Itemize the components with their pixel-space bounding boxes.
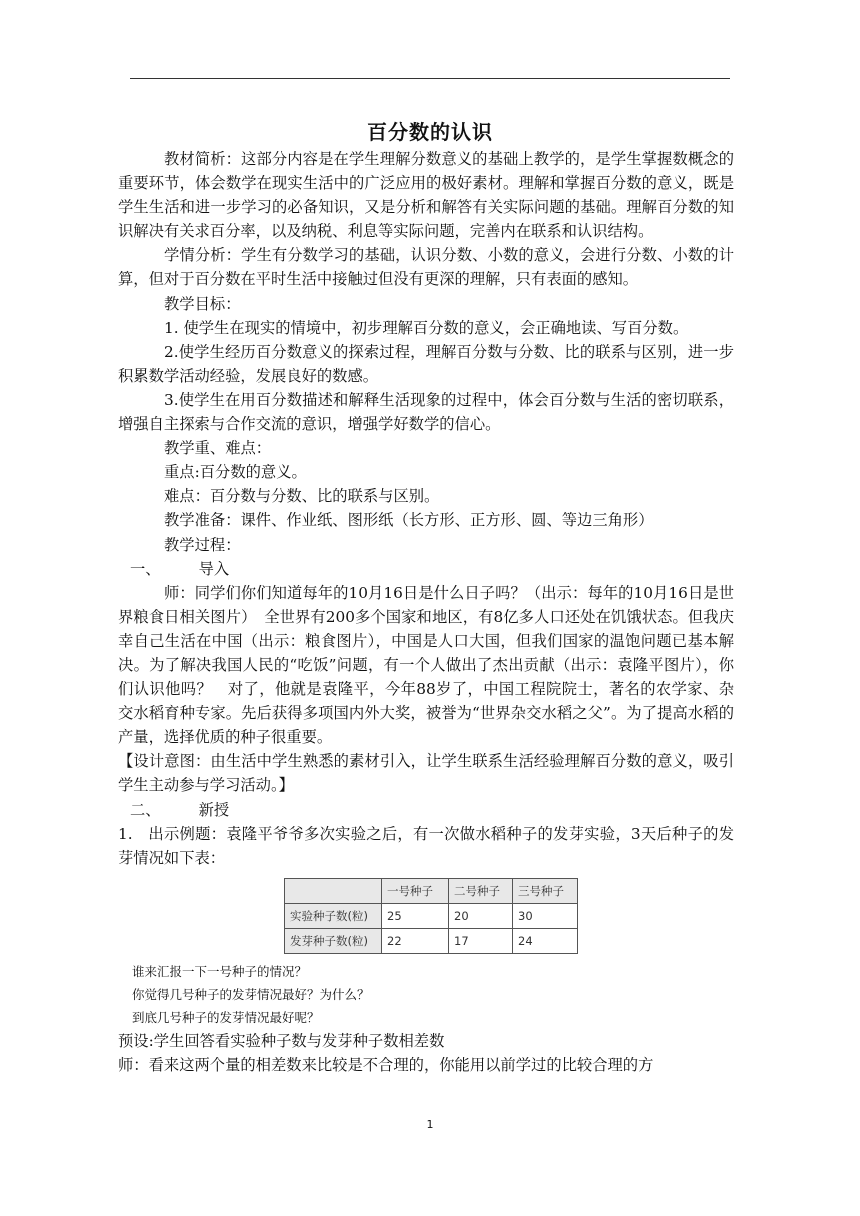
- paragraph-preset-answer: 预设:学生回答看实验种子数与发芽种子数相差数: [118, 1032, 445, 1051]
- question-3: 到底几号种子的发芽情况最好呢？: [132, 1010, 320, 1026]
- page-number: 1: [426, 1118, 434, 1131]
- section-title: 导入: [198, 559, 230, 578]
- paragraph-preparation: 教学准备：课件、作业纸、图形纸（长方形、正方形、圆、等边三角形）: [164, 511, 654, 530]
- document-title: 百分数的认识: [367, 120, 493, 144]
- paragraph-student-analysis: 学情分析：学生有分数学习的基础，认识分数、小数的意义，会进行分数、小数的计算，但对于百分数在平时生活中接触过但没有更深的理解，只有表面的感知。: [118, 246, 734, 289]
- seed-table-wrapper: [284, 878, 734, 954]
- question-2: 你觉得几号种子的发芽情况最好？为什么？: [132, 987, 370, 1003]
- table-cell: 22: [382, 929, 449, 954]
- paragraph-material-analysis: 教材简析：这部分内容是在学生理解分数意义的基础上教学的，是学生掌握数概念的重要环节，体会数学在现实生活中的广泛应用的极好素材。理解和掌握百分数的意义，既是学生生活和进一步学习的必备知识，又是分析和解答有关实际问题的基础。理解百分数的知识解决有关求百分率，以及纳税、利息等实际问题，完善内在联系和认识结构。: [118, 150, 734, 241]
- section-number: 二、: [130, 800, 161, 819]
- paragraph-objective-1: 1. 使学生在现实的情境中，初步理解百分数的意义，会正确地读、写百分数。: [164, 318, 689, 337]
- paragraph-difficult-point: 难点：百分数与分数、比的联系与区别。: [164, 487, 440, 506]
- table-cell: 17: [449, 929, 513, 954]
- section-heading-new-lesson: [118, 798, 734, 822]
- header-rule: [130, 78, 730, 79]
- section-heading-intro: [118, 557, 734, 581]
- table-cell: 20: [449, 903, 513, 928]
- document-body: [118, 147, 734, 1077]
- paragraph-teacher-intro: 师：同学们你们知道每年的10月16日是什么日子吗？（出示：每年的10月16日是世界粮食日相关图片） 全世界有200多个国家和地区，有8亿多人口还处在饥饿状态。但我庆幸自己生活在中国（出示：粮食图片），中国是人口大国，但我们国家的温饱问题已基本解决。为了解决我国人民的“吃饭”问题，有一个人做出了杰出贡献（出示：袁隆平图片），你们认识他吗？ 对了，他就是袁隆平，今年88岁了，中国工程院院士，著名的农学家、杂交水稻育种专家。先后获得多项国内外大奖，被誉为“世界杂交水稻之父”。为了提高水稻的产量，选择优质的种子很重要。: [118, 583, 734, 747]
- question-1: 谁来汇报一下一号种子的情况？: [132, 964, 308, 980]
- table-header-row: [285, 878, 578, 903]
- table-row: [285, 903, 578, 928]
- paragraph-teacher-followup: 师：看来这两个量的相差数来比较是不合理的，你能用以前学过的比较合理的方: [118, 1056, 654, 1075]
- table-cell: 实验种子数(粒): [285, 903, 382, 928]
- table-header-cell: [285, 878, 382, 903]
- table-row: [285, 929, 578, 954]
- section-title: 新授: [198, 800, 230, 819]
- section-number: 一、: [130, 559, 161, 578]
- paragraph-key-points-heading: 教学重、难点：: [164, 439, 272, 458]
- paragraph-key-point: 重点:百分数的意义。: [164, 463, 307, 482]
- paragraph-process-heading: 教学过程：: [164, 535, 241, 554]
- table-cell: 25: [382, 903, 449, 928]
- paragraph-objectives-heading: 教学目标：: [164, 294, 241, 313]
- table-header-cell: 二号种子: [449, 878, 513, 903]
- paragraph-objective-3: 3.使学生在用百分数描述和解释生活现象的过程中，体会百分数与生活的密切联系，增强自主探索与合作交流的意识，增强学好数学的信心。: [118, 390, 734, 434]
- paragraph-objective-2: 2.使学生经历百分数意义的探索过程，理解百分数与分数、比的联系与区别，进一步积累数学活动经验，发展良好的数感。: [118, 342, 734, 385]
- table-cell: 发芽种子数(粒): [285, 929, 382, 954]
- paragraph-example: 1. 出示例题：袁隆平爷爷多次实验之后，有一次做水稻种子的发芽实验，3天后种子的发芽情况如下表：: [118, 824, 734, 867]
- seed-germination-table: [284, 878, 578, 954]
- table-header-cell: 三号种子: [513, 878, 578, 903]
- paragraph-design-intent: 【设计意图：由生活中学生熟悉的素材引入，让学生联系生活经验理解百分数的意义，吸引学生主动参与学习活动。】: [118, 752, 734, 795]
- table-cell: 30: [513, 903, 578, 928]
- table-header-cell: 一号种子: [382, 878, 449, 903]
- table-cell: 24: [513, 929, 578, 954]
